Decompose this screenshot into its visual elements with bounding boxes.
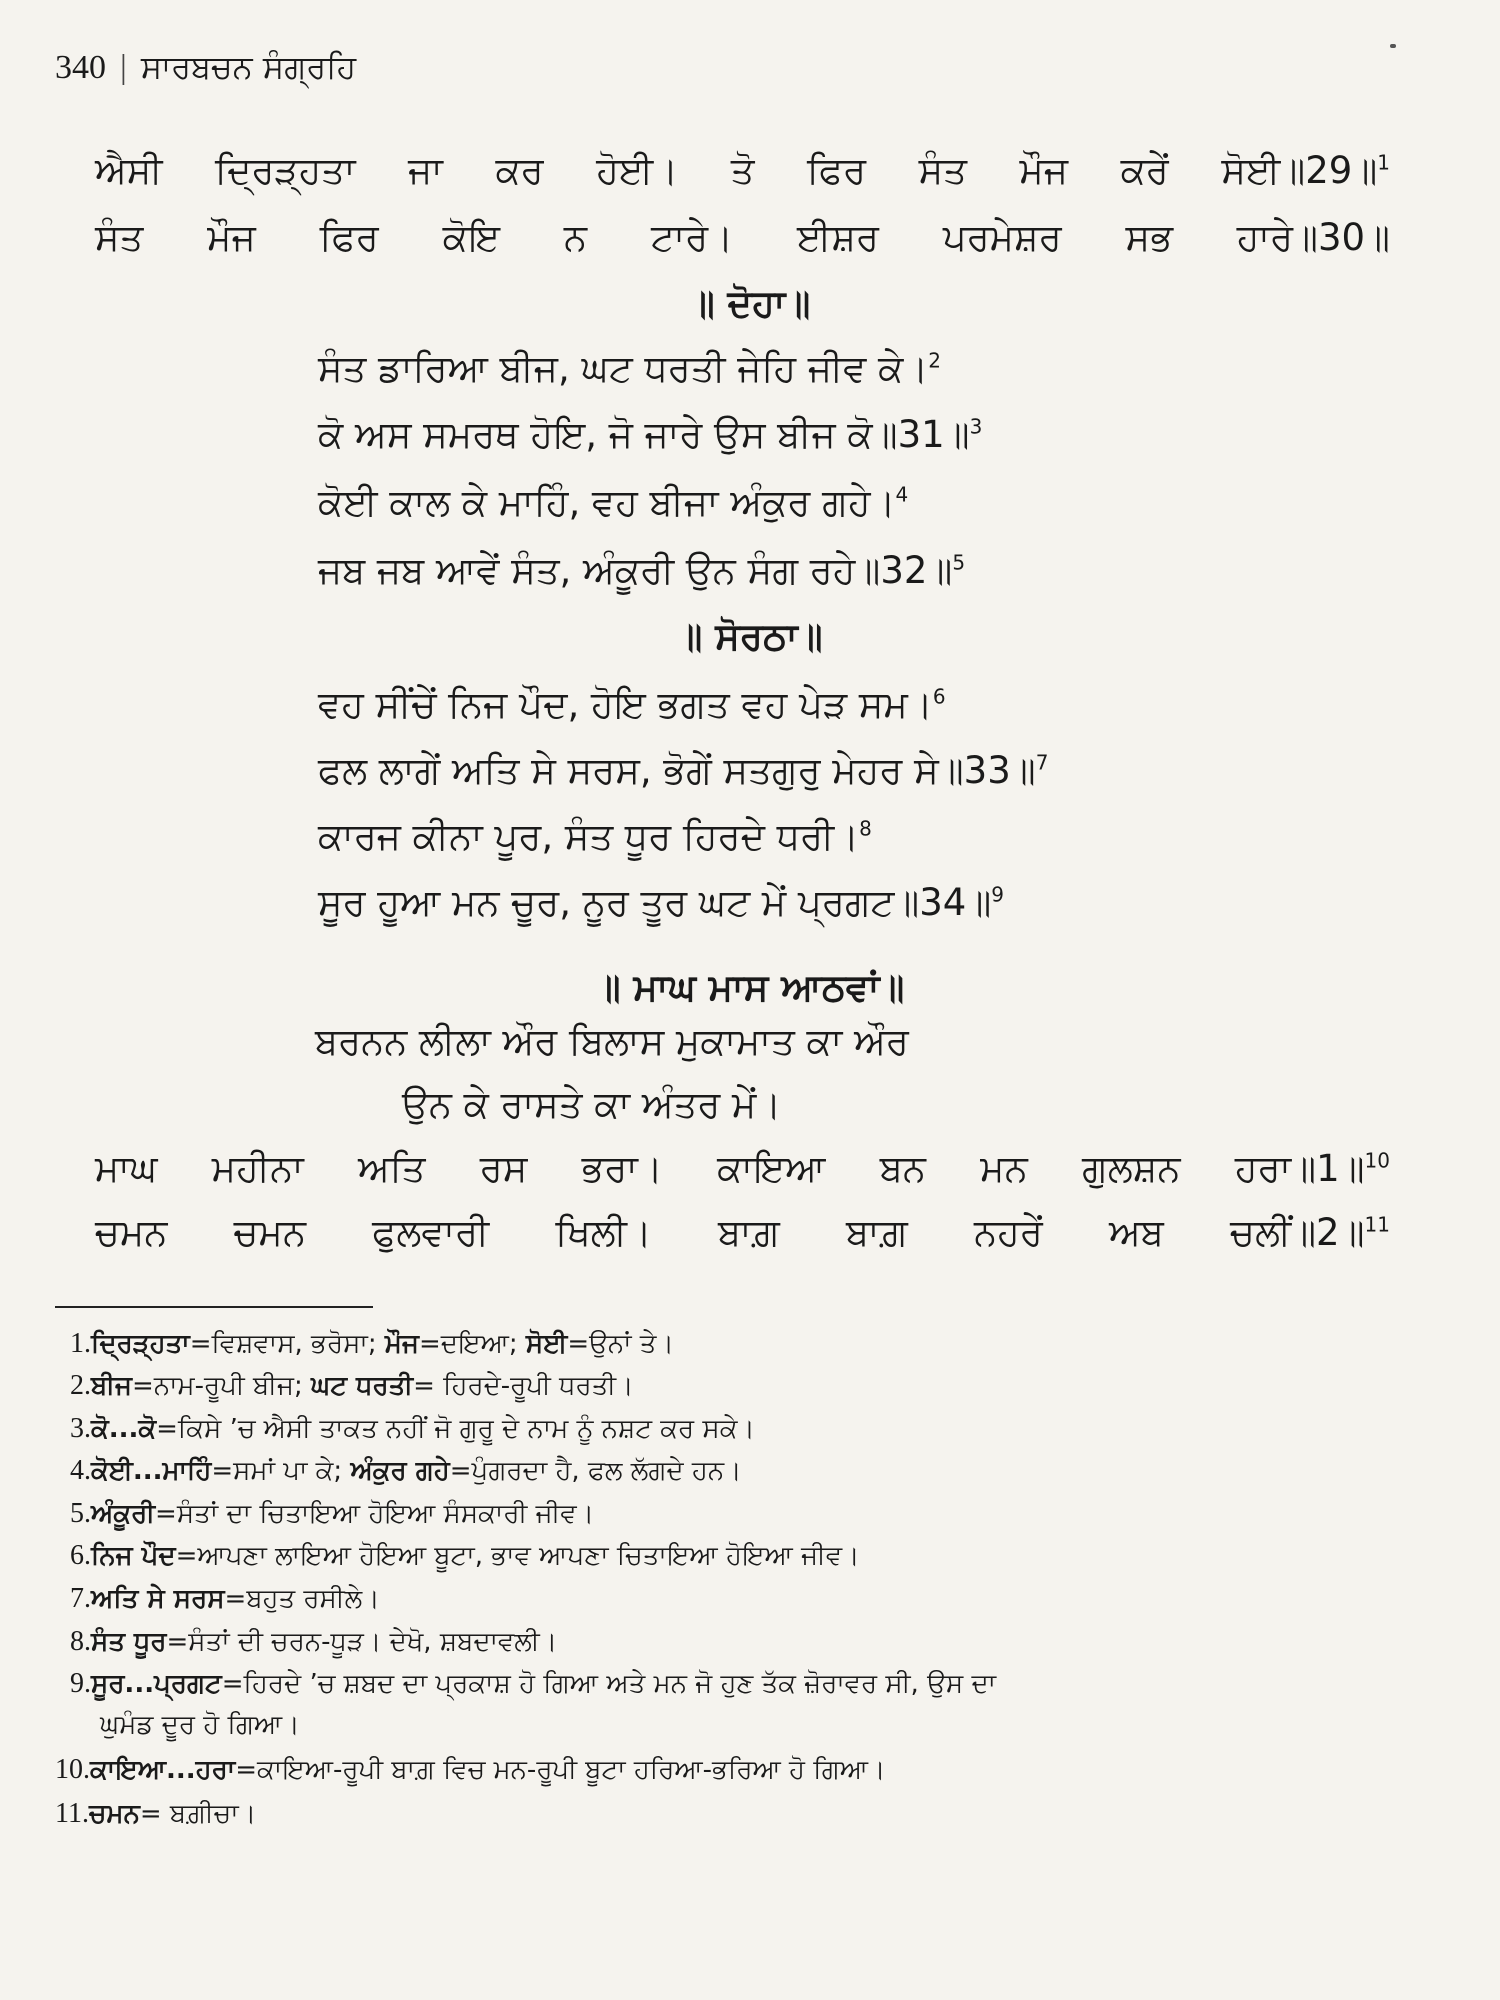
footnote-line [70, 1585, 380, 1613]
magh-heading: ॥ ਮਾਘ ਮਾਸ ਆਠਵਾਂ॥ [595, 966, 905, 1009]
footnote-number: 8. [70, 1626, 91, 1657]
footnote-ref: 11 [1364, 1212, 1390, 1237]
footnote-term: ਘਟ ਧਰਤੀ [311, 1371, 414, 1401]
footnote-number: 1. [70, 1328, 91, 1359]
doha-line-2: ਕੋ ਅਸ ਸਮਰਥ ਹੋਇ, ਜੋ ਜਾਰੇ ਉਸ ਬੀਜ ਕੋ॥31॥$^3$ [318, 413, 983, 456]
footnote-gloss: = ਹਿਰਦੇ-ਰੂਪੀ ਧਰਤੀ। [413, 1371, 634, 1401]
footnote-number: 11. [55, 1798, 89, 1829]
sortha-line-1: ਵਹ ਸੀਂਚੇਂ ਨਿਜ ਪੌਦ, ਹੋਇ ਭਗਤ ਵਹ ਪੇੜ ਸਮ।$^6$ [318, 683, 946, 726]
magh-verse-2: ਚਮਨ ਚਮਨ ਫੁਲਵਾਰੀ ਖਿਲੀ। ਬਾਗ਼ ਬਾਗ਼ ਨਹਰੇਂ ਅਬ ਚਲੀਂ॥2॥$^{11}$ [95, 1211, 1390, 1254]
footnote-line [70, 1670, 996, 1698]
footnote-gloss: = ਬਗ਼ੀਚਾ। [139, 1799, 257, 1829]
footnote-ref: 6 [932, 684, 946, 709]
footnote-line [70, 1330, 674, 1358]
doha-line-4: ਜਬ ਜਬ ਆਵੇਂ ਸੰਤ, ਅੰਕੂਰੀ ਉਨ ਸੰਗ ਰਹੇ॥32॥$^5$ [318, 549, 966, 592]
footnote-gloss: =ਆਪਣਾ ਲਾਇਆ ਹੋਇਆ ਬੂਟਾ, ਭਾਵ ਆਪਣਾ ਚਿਤਾਇਆ ਹੋਇਆ ਜੀਵ। [175, 1541, 860, 1571]
footnote-line [55, 1800, 256, 1828]
header-separator: | [120, 48, 127, 86]
print-speck [1390, 44, 1396, 48]
footnote-gloss: =ਵਿਸ਼ਵਾਸ, ਭਰੋਸਾ; [189, 1329, 385, 1359]
page-number: 340 [55, 48, 106, 86]
footnote-gloss: =ਕਾਇਆ-ਰੂਪੀ ਬਾਗ਼ ਵਿਚ ਮਨ-ਰੂਪੀ ਬੂਟਾ ਹਰਿਆ-ਭਰਿਆ ਹੋ ਗਿਆ। [235, 1755, 886, 1785]
footnote-term: ਦ੍ਰਿੜ੍ਹਤਾ [91, 1329, 190, 1359]
footnote-gloss: =ਸੰਤਾਂ ਦੀ ਚਰਨ-ਧੂੜ। ਦੇਖੋ, ਸ਼ਬਦਾਵਲੀ। [166, 1627, 558, 1657]
footnote-line [55, 1756, 886, 1784]
verse-30: ਸੰਤ ਮੌਜ ਫਿਰ ਕੋਇ ਨ ਟਾਰੇ। ਈਸ਼ਰ ਪਰਮੇਸ਼ਰ ਸਭ ਹਾਰੇ॥30॥ [95, 216, 1390, 259]
footnote-term: ਅਤਿ ਸੇ ਸਰਸ [91, 1584, 225, 1614]
sortha-line-2: ਫਲ ਲਾਗੇਂ ਅਤਿ ਸੇ ਸਰਸ, ਭੋਗੇਂ ਸਤਗੁਰੁ ਮੇਹਰ ਸੇ॥33॥$^7$ [318, 749, 1049, 792]
footnote-divider [55, 1306, 373, 1308]
footnote-term: ਮੌਜ [384, 1329, 419, 1359]
footnote-term: ਅੰਕੂਰੀ [91, 1499, 156, 1529]
magh-verse-1: ਮਾਘ ਮਹੀਨਾ ਅਤਿ ਰਸ ਭਰਾ। ਕਾਇਆ ਬਨ ਮਨ ਗੁਲਸ਼ਨ ਹਰਾ॥1॥$^{10}$ [95, 1147, 1390, 1190]
running-header [55, 48, 356, 87]
footnote-term: ਸੰਤ ਧੂਰ [91, 1627, 167, 1657]
footnote-ref: 10 [1364, 1148, 1390, 1173]
sortha-line-4: ਸੂਰ ਹੂਆ ਮਨ ਚੂਰ, ਨੂਰ ਤੂਰ ਘਟ ਮੇਂ ਪ੍ਰਗਟ॥34॥$^9$ [318, 881, 1004, 924]
sortha-heading: ॥ ਸੋਰਠਾ॥ [677, 615, 823, 658]
footnote-term: ਕੋ...ਕੋ [91, 1414, 157, 1444]
footnote-term: ਨਿਜ ਪੌਦ [91, 1541, 176, 1571]
footnote-gloss: =ਪੁੰਗਰਦਾ ਹੈ, ਫਲ ਲੱਗਦੇ ਹਨ। [449, 1456, 742, 1486]
footnote-number: 6. [70, 1540, 91, 1571]
footnote-line [70, 1457, 742, 1485]
footnote-line [70, 1415, 755, 1443]
footnote-ref: 1 [1377, 150, 1390, 175]
footnote-line [70, 1542, 860, 1570]
footnote-ref: 3 [969, 414, 983, 439]
footnote-number: 4. [70, 1455, 91, 1486]
footnote-term: ਬੀਜ [91, 1371, 133, 1401]
footnote-ref: 7 [1035, 750, 1049, 775]
footnote-term: ਸੂਰ...ਪ੍ਰਗਟ [91, 1669, 222, 1699]
footnote-gloss: =ਬਹੁਤ ਰਸੀਲੇ। [224, 1584, 380, 1614]
footnote-term: ਅੰਕੁਰ ਗਹੇ [350, 1456, 450, 1486]
sortha-line-3: ਕਾਰਜ ਕੀਨਾ ਪੂਰ, ਸੰਤ ਧੂਰ ਹਿਰਦੇ ਧਰੀ।$^8$ [318, 815, 872, 858]
footnote-number: 3. [70, 1413, 91, 1444]
footnote-term: ਚਮਨ [88, 1799, 140, 1829]
footnote-line [70, 1500, 594, 1528]
verse-29: ਐਸੀ ਦ੍ਰਿੜ੍ਹਤਾ ਜਾ ਕਰ ਹੋਈ। ਤੋ ਫਿਰ ਸੰਤ ਮੌਜ ਕਰੇਂ ਸੋਈ॥29॥$^1$ [95, 149, 1390, 192]
doha-line-3: ਕੋਈ ਕਾਲ ਕੇ ਮਾਹਿੰ, ਵਹ ਬੀਜਾ ਅੰਕੁਰ ਗਹੇ।$^4$ [318, 481, 909, 524]
footnote-gloss: =ਸੰਤਾਂ ਦਾ ਚਿਤਾਇਆ ਹੋਇਆ ਸੰਸਕਾਰੀ ਜੀਵ। [155, 1499, 595, 1529]
footnote-ref: 8 [859, 816, 872, 841]
footnote-ref: 9 [991, 882, 1004, 907]
doha-line-1: ਸੰਤ ਡਾਰਿਆ ਬੀਜ, ਘਟ ਧਰਤੀ ਜੇਹਿ ਜੀਵ ਕੇ।$^2$ [318, 347, 942, 390]
footnote-gloss: ਘੁਮੰਡ ਦੂਰ ਹੋ ਗਿਆ। [100, 1710, 300, 1740]
footnote-gloss: =ਉਨਾਂ ਤੇ। [567, 1329, 674, 1359]
book-title: ਸਾਰਬਚਨ ਸੰਗ੍ਰਹਿ [140, 48, 357, 86]
footnote-gloss: =ਨਾਮ-ਰੂਪੀ ਬੀਜ; [132, 1371, 312, 1401]
footnote-number: 9. [70, 1668, 91, 1699]
footnote-term: ਕਾਇਆ...ਹਰਾ [90, 1755, 236, 1785]
doha-heading: ॥ ਦੋਹਾ॥ [689, 282, 811, 325]
footnote-number: 7. [70, 1583, 91, 1614]
footnote-gloss: =ਹਿਰਦੇ ’ਚ ਸ਼ਬਦ ਦਾ ਪ੍ਰਕਾਸ਼ ਹੋ ਗਿਆ ਅਤੇ ਮਨ ਜੋ ਹੁਣ ਤੱਕ ਜ਼ੋਰਾਵਰ ਸੀ, ਉਸ ਦਾ [221, 1669, 997, 1699]
footnote-gloss: =ਦਇਆ; [418, 1329, 526, 1359]
footnote-number: 2. [70, 1370, 91, 1401]
footnote-gloss: =ਕਿਸੇ ’ਚ ਐਸੀ ਤਾਕਤ ਨਹੀਂ ਜੋ ਗੁਰੂ ਦੇ ਨਾਮ ਨੂੰ ਨਸ਼ਟ ਕਰ ਸਕੇ। [156, 1414, 755, 1444]
footnote-number: 5. [70, 1498, 91, 1529]
footnote-ref: 5 [952, 550, 966, 575]
footnote-gloss: =ਸਮਾਂ ਪਾ ਕੇ; [211, 1456, 351, 1486]
footnote-ref: 2 [928, 348, 942, 373]
footnote-line [100, 1712, 300, 1738]
footnote-term: ਸੋਈ [525, 1329, 568, 1359]
footnote-term: ਕੋਈ...ਮਾਹਿੰ [91, 1456, 212, 1486]
footnote-number: 10. [55, 1754, 90, 1785]
magh-subtitle-1: ਬਰਨਨ ਲੀਲਾ ਔਰ ਬਿਲਾਸ ਮੁਕਾਮਾਤ ਕਾ ਔਰ [315, 1020, 909, 1063]
footnote-line [70, 1628, 557, 1656]
magh-subtitle-2: ਉਨ ਕੇ ਰਾਸਤੇ ਕਾ ਅੰਤਰ ਮੇਂ। [402, 1083, 782, 1126]
footnote-line [70, 1372, 634, 1400]
footnote-ref: 4 [895, 482, 909, 507]
